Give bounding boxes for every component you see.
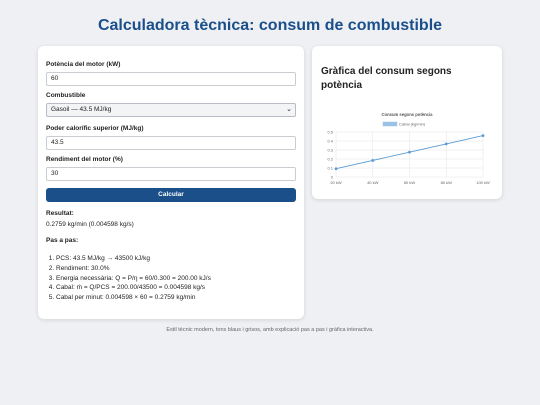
fuel-selected-value: Gasoil — 43.5 MJ/kg <box>51 106 112 113</box>
y-tick-label: 0.5 <box>327 129 333 135</box>
data-point <box>335 167 338 170</box>
data-point <box>371 159 374 162</box>
chevron-down-icon: ⌄ <box>286 106 292 113</box>
result-value: 0.2759 kg/min (0.004598 kg/s) <box>46 221 134 228</box>
chart-panel-heading: Gràfica del consum segons potència <box>321 66 452 91</box>
efficiency-label: Rendiment del motor (%) <box>46 156 123 163</box>
x-tick-label: 100 kW <box>476 180 490 185</box>
steps-label: Pas a pas: <box>46 237 79 244</box>
data-point <box>445 142 448 145</box>
x-tick-label: 20 kW <box>330 180 342 185</box>
y-tick-label: 0 <box>330 174 333 180</box>
y-tick-label: 0.4 <box>327 138 333 144</box>
footer-note: Estil tècnic modern, tons blaus i grisos, amb explicació pas a pas i gràfica interactiva. <box>166 327 374 333</box>
efficiency-input[interactable]: 30 <box>46 167 296 181</box>
data-point <box>408 151 411 154</box>
result-label: Resultat: <box>46 210 74 217</box>
chart-card <box>312 46 502 199</box>
steps-list <box>46 254 211 303</box>
calculate-button[interactable]: Calcular <box>46 188 296 202</box>
step-item: 3. Energia necessària: Q = P/η = 60/0.300 = 200.00 kJ/s <box>56 274 211 284</box>
fuel-label: Combustible <box>46 92 86 99</box>
page-title: Calculadora tècnica: consum de combustible <box>97 17 443 34</box>
calculator-card <box>38 46 304 319</box>
fuel-select[interactable] <box>46 103 296 117</box>
power-input[interactable]: 60 <box>46 72 296 86</box>
step-item: 2. Rendiment: 30.0% <box>56 264 211 274</box>
legend-swatch <box>383 122 397 126</box>
legend-label: Cabal (kg/min) <box>399 121 426 127</box>
pcs-label: Poder calorífic superior (MJ/kg) <box>46 125 144 132</box>
chart-title: Consum segons potència <box>381 112 433 117</box>
power-label: Potència del motor (kW) <box>46 61 121 68</box>
y-tick-label: 0.1 <box>327 165 333 171</box>
step-item: 5. Cabal per minut: 0.004598 × 60 = 0.2759 kg/min <box>56 293 211 303</box>
step-item: 1. PCS: 43.5 MJ/kg → 43500 kJ/kg <box>56 254 211 264</box>
pcs-input[interactable]: 43.5 <box>46 136 296 150</box>
x-tick-label: 80 kW <box>440 180 452 185</box>
step-item: 4. Cabal: ṁ = Q/PCS = 200.00/43500 = 0.004598 kg/s <box>56 283 211 293</box>
data-point <box>482 134 485 137</box>
line-chart[interactable] <box>312 46 502 199</box>
x-tick-label: 40 kW <box>367 180 379 185</box>
y-tick-label: 0.2 <box>327 156 333 162</box>
x-tick-label: 60 kW <box>403 180 416 185</box>
y-tick-label: 0.3 <box>327 147 333 153</box>
